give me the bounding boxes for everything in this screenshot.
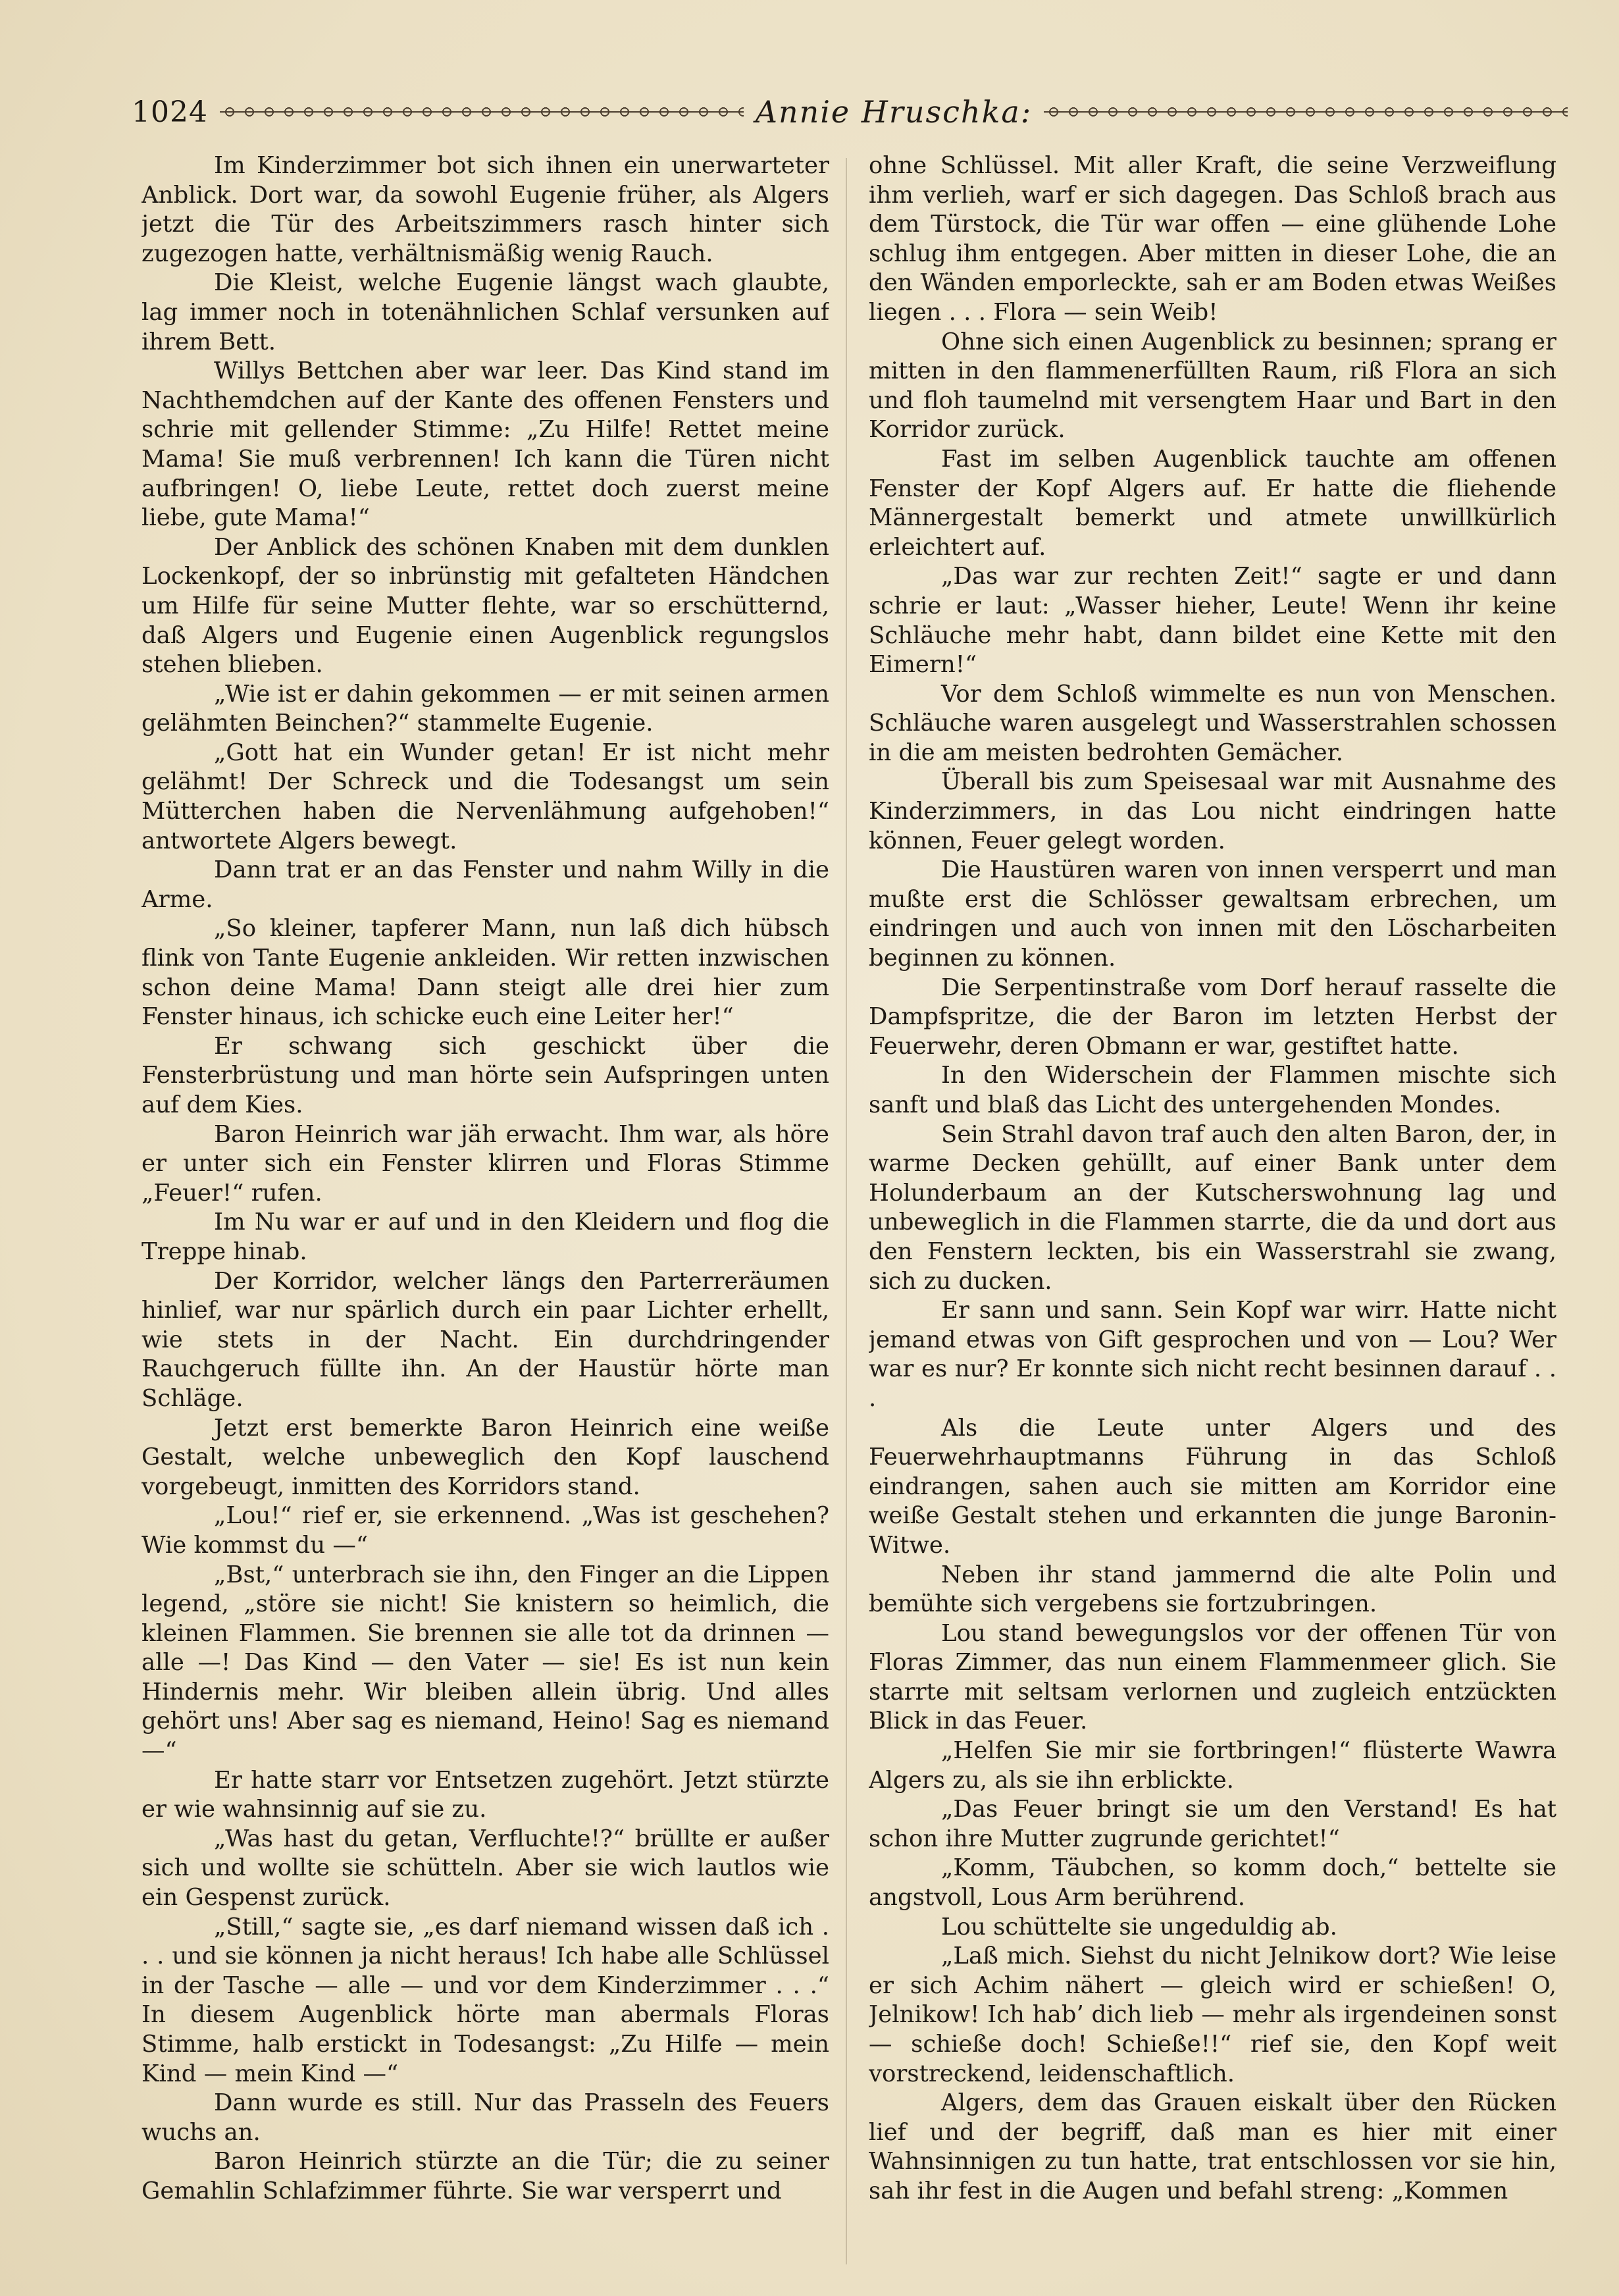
- paragraph: „Helfen Sie mir sie fortbringen!“ flüsterte Wawra Algers zu, als sie ihn erblickte.: [869, 1737, 1556, 1794]
- paragraph: Dann trat er an das Fenster und nahm Willy in die Arme.: [141, 856, 829, 913]
- paragraph: Baron Heinrich war jäh erwacht. Ihm war, als höre er unter sich ein Fenster klirren und Floras Stimme „Feuer!“ rufen.: [141, 1120, 829, 1207]
- paragraph: Ohne sich einen Augenblick zu besinnen; sprang er mitten in den flammenerfüllten Raum, riß Flora an sich und floh taumelnd mit versengtem Haar und Bart in den Korridor zurück.: [869, 328, 1556, 444]
- paragraph: Der Anblick des schönen Knaben mit dem dunklen Lockenkopf, der so inbrünstig mit gefalteten Händchen um Hilfe für seine Mutter flehte, war so erschütternd, daß Algers und Eugenie einen Augenblick regungslos stehen blieben.: [141, 533, 829, 679]
- paragraph: In den Widerschein der Flammen mischte sich sanft und blaß das Licht des untergehenden Mondes.: [869, 1062, 1556, 1118]
- paragraph: „Was hast du getan, Verfluchte!?“ brüllte er außer sich und wollte sie schütteln. Aber sie wich lautlos wie ein Gespenst zurück.: [141, 1825, 829, 1912]
- ornament-rule-left: [220, 105, 744, 118]
- paragraph: Vor dem Schloß wimmelte es nun von Menschen. Schläuche waren ausgelegt und Wasserstrahlen schossen in die am meisten bedrohten Gemächer.: [869, 680, 1556, 766]
- left-column: [141, 151, 829, 2278]
- paragraph: Baron Heinrich stürzte an die Tür; die zu seiner Gemahlin Schlafzimmer führte. Sie war versperrt und: [141, 2148, 829, 2205]
- ornament-rule-right: [1044, 105, 1568, 118]
- paragraph: „Bst,“ unterbrach sie ihn, den Finger an die Lippen legend, „störe sie nicht! Sie knistern so heimlich, die kleinen Flammen. Sie brennen sie alle tot da drinnen — alle —! Das Kind — den Vater — sie! Es ist nun kein Hindernis mehr. Wir bleiben allein übrig. Und alles gehört uns! Aber sag es niemand, Heino! Sag es niemand —“: [141, 1561, 829, 1765]
- paragraph: Algers, dem das Grauen eiskalt über den Rücken lief und der begriff, daß man es hier mit einer Wahnsinnigen zu tun hatte, trat entschlossen vor sie hin, sah ihr fest in die Augen und befahl streng: „Kommen: [869, 2089, 1556, 2205]
- paragraph: Die Serpentinstraße vom Dorf herauf rasselte die Dampfspritze, die der Baron im letzten Herbst der Feuerwehr, deren Obmann er war, gestiftet hatte.: [869, 974, 1556, 1060]
- paragraph: Lou schüttelte sie ungeduldig ab.: [941, 1913, 1337, 1941]
- paragraph: „Still,“ sagte sie, „es darf niemand wissen daß ich . . . und sie können ja nicht heraus! Ich habe alle Schlüssel in der Tasche — alle — und vor dem Kinderzimmer . . .“ In diesem Augenblick hörte man abermals Floras Stimme, halb erstickt in Todesangst: „Zu Hilfe — mein Kind — mein Kind —“: [141, 1913, 829, 2087]
- paragraph: ohne Schlüssel. Mit aller Kraft, die seine Verzweiflung ihm verlieh, warf er sich dagegen. Das Schloß brach aus dem Türstock, die Tür war offen — eine glühende Lohe schlug ihm entgegen. Aber mitten in dieser Lohe, die an den Wänden emporleckte, sah er am Boden etwas Weißes liegen . . . Flora — sein Weib!: [869, 152, 1556, 326]
- page-number: 1024: [132, 95, 208, 129]
- paragraph: Er sann und sann. Sein Kopf war wirr. Hatte nicht jemand etwas von Gift gesprochen und von — Lou? Wer war es nur? Er konnte sich nicht recht besinnen darauf . . .: [869, 1297, 1556, 1412]
- paragraph: Die Kleist, welche Eugenie längst wach glaubte, lag immer noch in totenähnlichen Schlaf versunken auf ihrem Bett.: [141, 269, 829, 355]
- running-title: Annie Hruschka:: [755, 94, 1033, 130]
- paragraph: Sein Strahl davon traf auch den alten Baron, der, in warme Decken gehüllt, auf einer Bank unter dem Holunderbaum an der Kutscherswohnung lag und unbeweglich in die Flammen starrte, die da und dort aus den Fenstern leckten, bis ein Wasserstrahl sie zwang, sich zu ducken.: [869, 1120, 1556, 1295]
- paragraph: „Das Feuer bringt sie um den Verstand! Es hat schon ihre Mutter zugrunde gerichtet!“: [869, 1796, 1556, 1852]
- paragraph: „Komm, Täubchen, so komm doch,“ bettelte sie angstvoll, Lous Arm berührend.: [869, 1854, 1556, 1912]
- paragraph: „Das war zur rechten Zeit!“ sagte er und dann schrie er laut: „Wasser hieher, Leute! Wenn ihr keine Schläuche mehr habt, dann bildet eine Kette mit den Eimern!“: [869, 563, 1556, 679]
- paragraph: Er hatte starr vor Entsetzen zugehört. Jetzt stürzte er wie wahnsinnig auf sie zu.: [141, 1766, 829, 1823]
- paragraph: Im Nu war er auf und in den Kleidern und flog die Treppe hinab.: [141, 1209, 829, 1265]
- paragraph: Jetzt erst bemerkte Baron Heinrich eine weiße Gestalt, welche unbeweglich den Kopf lauschend vorgebeugt, inmitten des Korridors stand.: [141, 1414, 829, 1500]
- paragraph: Er schwang sich geschickt über die Fensterbrüstung und man hörte sein Aufspringen unten auf dem Kies.: [141, 1032, 829, 1118]
- paragraph: Im Kinderzimmer bot sich ihnen ein unerwarteter Anblick. Dort war, da sowohl Eugenie früher, als Algers jetzt die Tür des Arbeitszimmers rasch hinter sich zugezogen hatte, verhältnismäßig wenig Rauch.: [141, 152, 829, 267]
- paragraph: Dann wurde es still. Nur das Prasseln des Feuers wuchs an.: [141, 2089, 829, 2146]
- paragraph: Willys Bettchen aber war leer. Das Kind stand im Nachthemdchen auf der Kante des offenen Fensters und schrie mit gellender Stimme: „Zu Hilfe! Rettet meine Mama! Sie muß verbrennen! Ich kann die Türen nicht aufbringen! O, liebe Leute, rettet doch zuerst meine liebe, gute Mama!“: [141, 357, 829, 532]
- paragraph: Die Haustüren waren von innen versperrt und man mußte erst die Schlösser gewaltsam erbrechen, um eindringen und auch von innen mit den Löscharbeiten beginnen zu können.: [869, 856, 1556, 972]
- paragraph: Als die Leute unter Algers und des Feuerwehrhauptmanns Führung in das Schloß eindrangen, sahen auch sie mitten am Korridor eine weiße Gestalt stehen und erkannten die junge Baronin-Witwe.: [869, 1414, 1556, 1559]
- right-column: [869, 151, 1556, 2278]
- column-divider: [846, 158, 847, 2264]
- paragraph: „Wie ist er dahin gekommen — er mit seinen armen gelähmten Beinchen?“ stammelte Eugenie.: [141, 680, 829, 737]
- paragraph: Lou stand bewegungslos vor der offenen Tür von Floras Zimmer, das nun einem Flammenmeer glich. Sie starrte mit seltsam verlornen und zugleich entzückten Blick in das Feuer.: [869, 1619, 1556, 1735]
- paragraph: Überall bis zum Speisesaal war mit Ausnahme des Kinderzimmers, in das Lou nicht eindringen hatte können, Feuer gelegt worden.: [869, 768, 1556, 854]
- paragraph: „So kleiner, tapferer Mann, nun laß dich hübsch flink von Tante Eugenie ankleiden. Wir retten inzwischen schon deine Mama! Dann steigt alle drei hier zum Fenster hinaus, ich schicke euch eine Leiter her!“: [141, 915, 829, 1031]
- paragraph: „Laß mich. Siehst du nicht Jelnikow dort? Wie leise er sich Achim nähert — gleich wird er schießen! O, Jelnikow! Ich hab’ dich lieb — mehr als irgendeinen sonst — schieße doch! Schieße!!“ rief sie, den Kopf weit vorstreckend, leidenschaftlich.: [869, 1943, 1556, 2087]
- page-header: [132, 89, 1580, 135]
- paragraph: „Lou!“ rief er, sie erkennend. „Was ist geschehen? Wie kommst du —“: [141, 1502, 829, 1559]
- paragraph: „Gott hat ein Wunder getan! Er ist nicht mehr gelähmt! Der Schreck und die Todesangst um sein Mütterchen haben die Nervenlähmung aufgehoben!“ antwortete Algers bewegt.: [141, 739, 829, 854]
- paragraph: Neben ihr stand jammernd die alte Polin und bemühte sich vergebens sie fortzubringen.: [869, 1561, 1556, 1618]
- paragraph: Der Korridor, welcher längs den Parterreräumen hinlief, war nur spärlich durch ein paar Lichter erhellt, wie stets in der Nacht. Ein durchdringender Rauchgeruch füllte ihn. An der Haustür hörte man Schläge.: [141, 1267, 829, 1412]
- paragraph: Fast im selben Augenblick tauchte am offenen Fenster der Kopf Algers auf. Er hatte die fliehende Männergestalt bemerkt und atmete unwillkürlich erleichtert auf.: [869, 445, 1556, 561]
